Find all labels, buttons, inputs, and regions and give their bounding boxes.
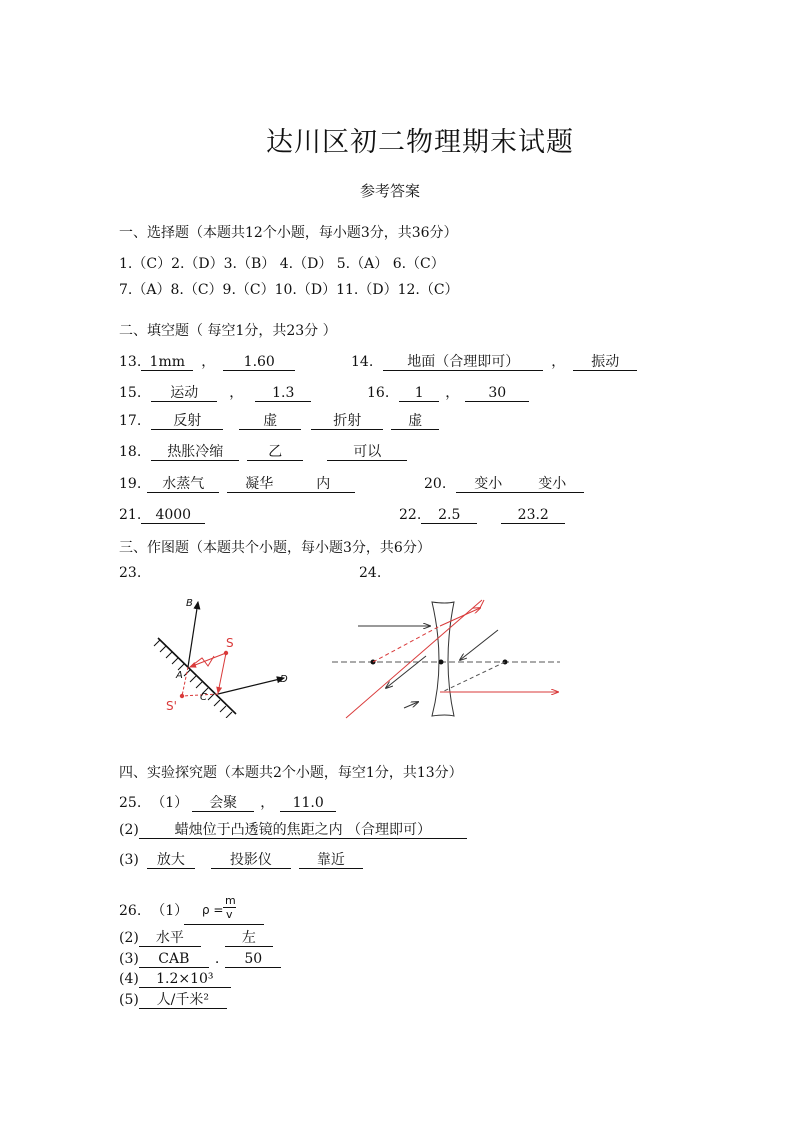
q16-num: 16. <box>367 385 390 401</box>
q25-part-2-label: (2) <box>119 822 139 838</box>
formula-lhs: ρ = <box>202 903 224 917</box>
q18-answer-3: 可以 <box>327 444 407 461</box>
q26-num: 26. <box>119 903 142 919</box>
figure-24-lens-diagram <box>330 594 562 722</box>
q13-num: 13. <box>119 354 142 370</box>
q20-answer-1: 变小 <box>456 476 520 493</box>
incident-ray-a <box>190 653 226 667</box>
q23-num: 23. <box>119 565 142 581</box>
q26-part-1-label: （1） <box>151 903 189 919</box>
choice-answers-row-2: 7.（A）8.（C）9.（C）10.（D）11.（D）12.（C） <box>119 282 459 298</box>
q26-answer-2a: 水平 <box>139 930 201 947</box>
q25-part-1 <box>119 792 336 812</box>
q17-answer-1: 反射 <box>151 413 223 430</box>
virtual-extension <box>373 626 440 662</box>
q25-answer-4: 放大 <box>147 852 195 869</box>
q18 <box>119 444 407 461</box>
q25-part-2 <box>119 822 467 839</box>
q13-answer-1: 1mm <box>141 354 193 371</box>
q22-answer-2: 23.2 <box>501 507 565 524</box>
q14-sep: ， <box>551 354 566 370</box>
q20-num: 20. <box>424 476 447 492</box>
q26-answer-3a: CAB <box>139 951 209 968</box>
diverged-ray <box>440 608 480 626</box>
q16-answer-2: 30 <box>465 385 529 402</box>
q26-part-4 <box>119 971 231 988</box>
q26-part-4-label: (4) <box>119 971 139 987</box>
q25-answer-5: 投影仪 <box>211 852 291 869</box>
q26-part-3-label: (3) <box>119 951 139 967</box>
q21-num: 21. <box>119 507 142 523</box>
q25-part-1-label: （1） <box>151 795 189 811</box>
q26-answer-5: 人/千米² <box>139 992 227 1009</box>
q16-answer-1: 1 <box>399 385 439 402</box>
page-title: 达川区初二物理期末试题 <box>266 127 574 158</box>
label-b: B <box>186 598 193 609</box>
q26-part-5 <box>119 992 227 1009</box>
formula-numerator: m <box>225 894 236 907</box>
q19-answer-2: 凝华 <box>227 476 291 493</box>
q19-answer-3: 内 <box>291 476 355 493</box>
section-3-heading: 三、作图题（本题共个小题，每小题3分，共6分） <box>119 540 431 556</box>
q19 <box>119 476 355 493</box>
label-s: S <box>226 636 234 650</box>
q19-num: 19. <box>119 476 142 492</box>
q14-answer-1: 地面（合理即可） <box>383 354 543 371</box>
q14 <box>351 351 637 371</box>
ray-lower-left <box>386 656 426 688</box>
q15-answer-1: 运动 <box>151 385 217 402</box>
q25-part-3-label: (3) <box>119 852 139 868</box>
virtual-ray-a <box>182 667 188 696</box>
q26-part-2-label: (2) <box>119 930 139 946</box>
point-s-image <box>180 694 184 698</box>
concave-lens <box>432 602 454 716</box>
density-formula <box>184 894 264 925</box>
q26-part-2 <box>119 930 273 947</box>
q18-answer-2: 乙 <box>247 444 303 461</box>
q25-sep: ， <box>260 795 275 811</box>
figure-23-mirror-diagram <box>150 592 300 718</box>
q19-answer-1: 水蒸气 <box>147 476 219 493</box>
choice-answers-row-1: 1.（C）2.（D）3.（B） 4.（D） 5.（A） 6.（C） <box>119 256 445 272</box>
q26-answer-3-sep: . <box>214 951 220 967</box>
label-s-image: S' <box>166 699 177 713</box>
q18-answer-1: 热胀冷缩 <box>151 444 239 461</box>
q22-num: 22. <box>399 507 422 523</box>
q25-part-3 <box>119 852 363 869</box>
incident-ray-c <box>218 653 226 693</box>
point-s <box>224 651 228 655</box>
q21 <box>119 507 205 524</box>
label-d: D <box>280 674 288 685</box>
q17-num: 17. <box>119 413 142 429</box>
ray-upper-right <box>460 630 498 660</box>
q15-num: 15. <box>119 385 142 401</box>
q25-answer-2: 11.0 <box>280 795 336 812</box>
ray-bottom <box>404 702 418 708</box>
q13-answer-2: 1.60 <box>223 354 295 371</box>
q15 <box>119 382 311 402</box>
q17 <box>119 413 439 430</box>
label-a: A <box>176 670 183 681</box>
q17-answer-4: 虚 <box>391 413 439 430</box>
q22 <box>399 507 565 524</box>
section-2-heading: 二、填空题（ 每空1分，共23分 ） <box>119 323 337 339</box>
q25-answer-6: 靠近 <box>299 852 363 869</box>
lens-center <box>439 660 444 665</box>
reflected-ray-b <box>188 602 198 667</box>
virtual-extension-2 <box>442 662 505 692</box>
q20-answer-2: 变小 <box>520 476 584 493</box>
q14-num: 14. <box>351 354 374 370</box>
q16-sep: ， <box>445 385 460 401</box>
q18-num: 18. <box>119 444 142 460</box>
q17-answer-2: 虚 <box>239 413 301 430</box>
q16 <box>367 382 529 402</box>
reflected-ray-d <box>218 678 284 694</box>
section-4-heading: 四、实验探究题（本题共2个小题，每空1分，共13分） <box>119 765 463 781</box>
q20 <box>424 476 584 493</box>
q17-answer-3: 折射 <box>311 413 383 430</box>
q26-answer-3b: 50 <box>225 951 281 968</box>
q13-sep: ， <box>201 354 216 370</box>
q21-answer-1: 4000 <box>141 507 205 524</box>
q25-answer-3: 蜡烛位于凸透镜的焦距之内 （合理即可） <box>139 822 467 839</box>
q15-sep: ， <box>229 385 244 401</box>
q26-answer-4: 1.2×10³ <box>139 971 231 988</box>
section-1-heading: 一、选择题（本题共12个小题，每小题3分，共36分） <box>119 225 458 241</box>
q13 <box>119 351 295 371</box>
label-c: C <box>200 692 207 703</box>
q26-part-3 <box>119 951 281 968</box>
q25-num: 25. <box>119 795 142 811</box>
q24-num: 24. <box>359 565 382 581</box>
q15-answer-2: 1.3 <box>255 385 311 402</box>
q26-part-1 <box>119 900 188 920</box>
q14-answer-2: 振动 <box>573 354 637 371</box>
page-subtitle: 参考答案 <box>360 182 421 200</box>
q26-answer-2b: 左 <box>225 930 273 947</box>
formula-denominator: v <box>226 908 233 921</box>
q25-answer-1: 会聚 <box>192 795 254 812</box>
q22-answer-1: 2.5 <box>421 507 477 524</box>
q26-part-5-label: (5) <box>119 992 139 1008</box>
